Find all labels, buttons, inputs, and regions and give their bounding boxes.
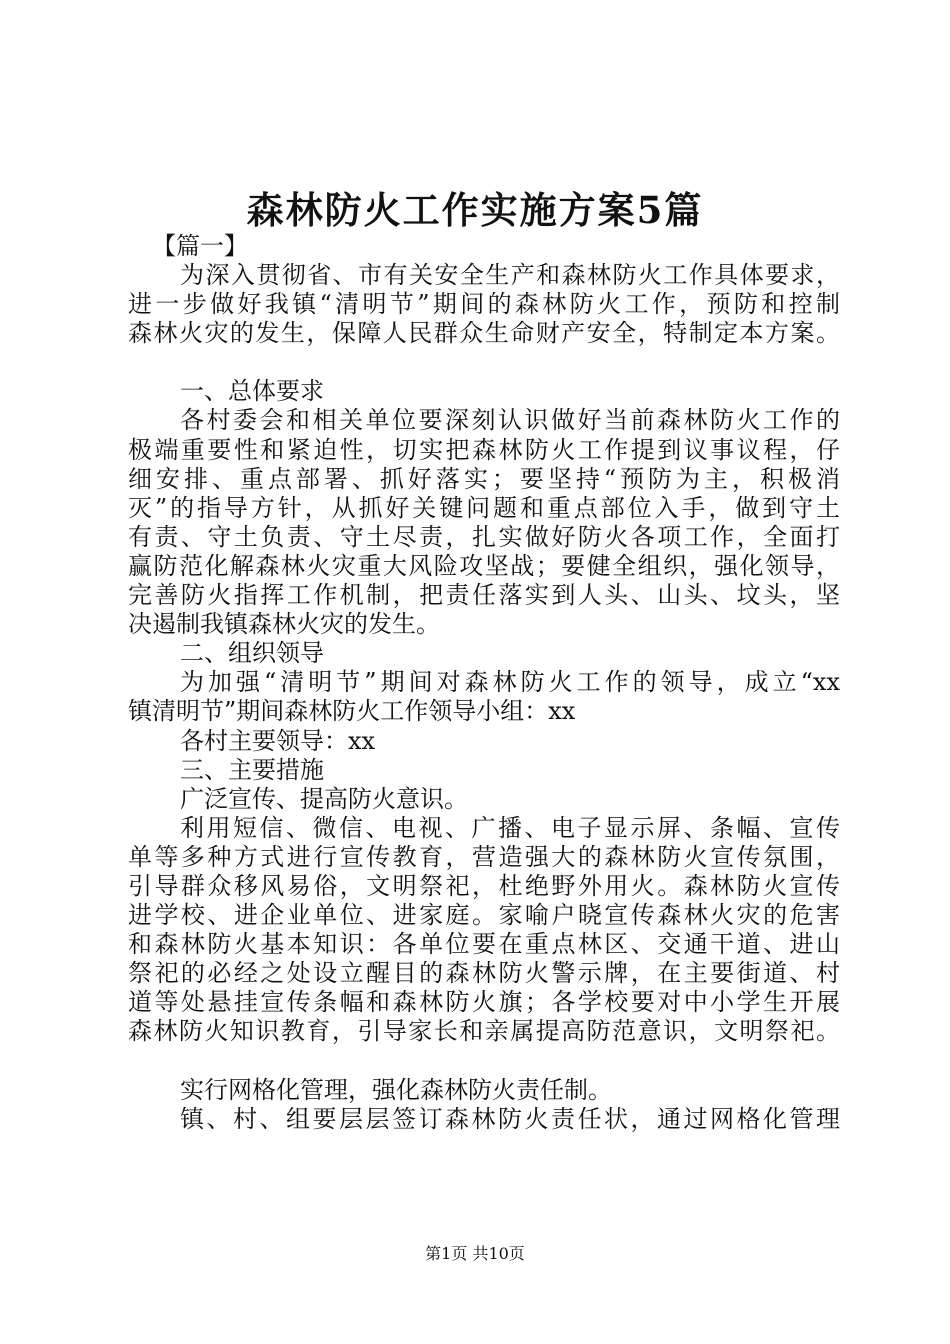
paragraph-gap: [128, 348, 840, 377]
document-title: 森林防火工作实施方案5篇: [246, 188, 704, 232]
paragraph-line: 进学校、进企业单位、进家庭。家喻户晓宣传森林火灾的危害: [128, 901, 840, 930]
paragraph-line: 进一步做好我镇“清明节”期间的森林防火工作，预防和控制: [128, 290, 840, 319]
section-heading: 三、主要措施: [180, 755, 324, 784]
paragraph-line: 细安排、重点部署、抓好落实；要坚持“预防为主，积极消: [128, 464, 840, 493]
paragraph-line: 各村委会和相关单位要深刻认识做好当前森林防火工作的: [180, 406, 840, 435]
paragraph-line: 森林防火知识教育，引导家长和亲属提高防范意识，文明祭祀。: [128, 1017, 840, 1046]
document-body: [128, 232, 840, 1134]
paragraph-line: 镇、村、组要层层签订森林防火责任状，通过网格化管理: [180, 1104, 840, 1133]
paragraph-line: 为加强“清明节”期间对森林防火工作的领导，成立“xx: [180, 668, 840, 697]
paragraph-line: 有责、守土负责、守土尽责，扎实做好防火各项工作，全面打: [128, 522, 840, 551]
paragraph-line: 森林火灾的发生，保障人民群众生命财产安全，特制定本方案。: [128, 319, 840, 348]
subsection-heading: 广泛宣传、提高防火意识。: [180, 784, 468, 813]
paragraph-line: 极端重要性和紧迫性，切实把森林防火工作提到议事议程，仔: [128, 435, 840, 464]
section-marker: 【篇一】: [152, 232, 248, 260]
paragraph-line: 祭祀的必经之处设立醒目的森林防火警示牌，在主要街道、村: [128, 959, 840, 988]
paragraph-gap: [128, 1047, 840, 1076]
section-heading: 二、组织领导: [180, 639, 324, 668]
paragraph-line: 单等多种方式进行宣传教育，营造强大的森林防火宣传氛围，: [128, 842, 840, 871]
paragraph-line: 赢防范化解森林火灾重大风险攻坚战；要健全组织，强化领导，: [128, 551, 840, 580]
section-heading: 一、总体要求: [180, 377, 324, 406]
page-footer: 第1页 共10页: [425, 1244, 525, 1263]
paragraph-line: 决遏制我镇森林火灾的发生。: [128, 610, 440, 639]
paragraph-line: 完善防火指挥工作机制，把责任落实到人头、山头、坟头，坚: [128, 581, 840, 610]
paragraph-line: 和森林防火基本知识：各单位要在重点林区、交通干道、进山: [128, 930, 840, 959]
paragraph-line: 利用短信、微信、电视、广播、电子显示屏、条幅、宣传: [180, 813, 840, 842]
paragraph-line: 为深入贯彻省、市有关安全生产和森林防火工作具体要求，: [180, 261, 840, 290]
paragraph-line: 镇清明节”期间森林防火工作领导小组：xx: [128, 697, 576, 726]
paragraph-line: 引导群众移风易俗，文明祭祀，杜绝野外用火。森林防火宣传: [128, 871, 840, 900]
paragraph-line: 各村主要领导：xx: [180, 726, 376, 755]
subsection-heading: 实行网格化管理，强化森林防火责任制。: [180, 1075, 612, 1104]
paragraph-line: 灭”的指导方针，从抓好关键问题和重点部位入手，做到守土: [128, 493, 840, 522]
paragraph-line: 道等处悬挂宣传条幅和森林防火旗；各学校要对中小学生开展: [128, 988, 840, 1017]
